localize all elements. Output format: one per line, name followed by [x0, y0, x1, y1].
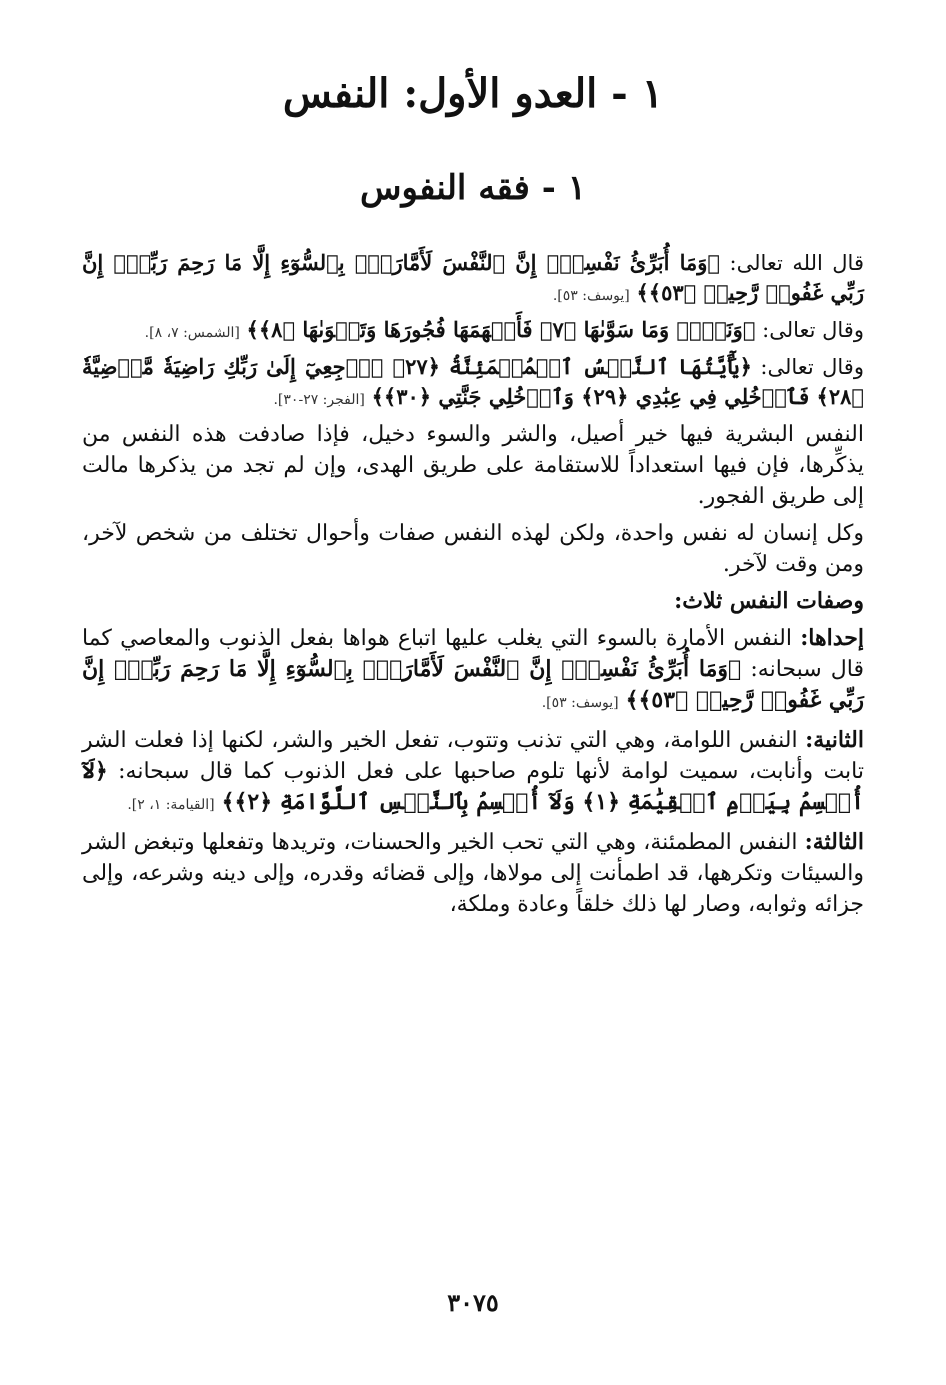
verse-reference: [الفجر: ٢٧-٣٠].	[273, 392, 365, 408]
paragraph-human-soul: النفس البشرية فيها خير أصيل، والشر والسوء دخيل، فإذا صادفت هذه النفس من يذكِّرها، فإن فيها استعداداً للاستقامة على طريق الهدى، وإن لم تجد من يذكرها مالت إلى طريق الفجور.	[82, 422, 864, 509]
verse-open-bracket: ﴿	[739, 354, 752, 379]
quran-verse: وَمَا أُبَرِّئُ نَفْسِيٓۚ إِنَّ ٱلنَّفْسَ لَأَمَّارَةُۢ بِٱلسُّوٓءِ إِلَّا مَا رَحِمَ رَبِّيٓۚ إِنَّ رَبِّي غَفُورٞ رَّحِيمٞ ﴿٥٣﴾	[82, 656, 864, 713]
attribute-item-1	[82, 623, 864, 719]
verse-block-3	[82, 352, 864, 415]
verse-intro: وقال تعالى:	[762, 318, 864, 342]
verse-open-bracket: ﴿	[742, 317, 756, 342]
page-number: ٣٠٧٥	[447, 1288, 499, 1317]
attribute-label: إحداها:	[800, 625, 864, 651]
body-text	[82, 248, 864, 926]
attributes-heading: وصفات النفس ثلاث:	[674, 588, 864, 614]
attribute-item-3	[82, 827, 864, 920]
verse-block-2	[82, 315, 864, 348]
verse-block-1	[82, 248, 864, 311]
attribute-text: النفس اللوامة، وهي التي تذنب وتتوب، تفعل الخير والشر، لكنها إذا فعلت الشر تابت وأنابت، سميت لوامة لأنها تلوم صاحبها على فعل الذنوب كما قال سبحانه:	[82, 728, 864, 784]
paragraph-soul-states: وكل إنسان له نفس واحدة، ولكن لهذه النفس صفات وأحوال تختلف من شخص لآخر، ومن وقت لآخر.	[82, 521, 864, 577]
verse-close-bracket: ﴾	[221, 789, 235, 815]
attribute-label: الثالثة:	[804, 829, 864, 855]
quran-verse: وَمَا أُبَرِّئُ نَفْسِيٓۚ إِنَّ ٱلنَّفْسَ لَأَمَّارَةُۢ بِٱلسُّوٓءِ إِلَّا مَا رَحِمَ رَبِّيٓۚ إِنَّ رَبِّي غَفُورٞ رَّحِيمٞ ﴿٥٣﴾	[82, 250, 864, 305]
attribute-text: النفس المطمئنة، وهي التي تحب الخير والحسنات، وتريدها وتفعلها وتبغض الشر والسيئات وتكرهها، قد اطمأنت إلى مولاها، وإلى قضائه وقدره، وإلى دينه وشرعه، وإلى جزائه وثوابه، وصار لها ذلك خلقاً وعادة وملكة،	[82, 830, 864, 917]
verse-open-bracket: ﴿	[728, 656, 742, 682]
verse-close-bracket: ﴾	[636, 280, 649, 305]
section-title: ١ - فقه النفوس	[360, 168, 586, 208]
quran-verse: وَنَفۡسٖ وَمَا سَوَّىٰهَا ﴿٧﴾ فَأَلۡهَمَهَا فُجُورَهَا وَتَقۡوَىٰهَا ﴿٨﴾	[258, 317, 743, 342]
verse-open-bracket: ﴿	[707, 250, 721, 275]
verse-close-bracket: ﴾	[371, 384, 384, 409]
verse-close-bracket: ﴾	[625, 687, 639, 713]
verse-reference: [يوسف: ٥٣].	[541, 695, 619, 711]
attribute-text: النفس الأمارة بالسوء التي يغلب عليها اتباع هواها بفعل الذنوب والمعاصي كما قال سبحانه:	[82, 626, 864, 682]
attribute-item-2	[82, 725, 864, 821]
verse-reference: [القيامة: ١، ٢].	[127, 797, 215, 813]
verse-reference: [الشمس: ٧، ٨].	[144, 325, 240, 341]
verse-intro: وقال تعالى:	[760, 355, 864, 379]
verse-reference: [يوسف: ٥٣].	[552, 288, 630, 304]
verse-close-bracket: ﴾	[246, 317, 259, 342]
attribute-label: الثانية:	[805, 727, 864, 753]
chapter-title: ١ - العدو الأول: النفس	[282, 70, 664, 117]
verse-open-bracket: ﴿	[94, 758, 108, 784]
verse-intro: قال الله تعالى:	[729, 251, 864, 275]
quran-verse: لَآ أُقۡسِمُ بِيَوۡمِ ٱلۡقِيَٰمَةِ ﴿١﴾ وَلَآ أُقۡسِمُ بِٱلنَّفۡسِ ٱللَّوَّامَةِ ﴿٢﴾	[82, 758, 864, 815]
quran-verse: يَٰٓأَيَّتُهَا ٱلنَّفۡسُ ٱلۡمُطۡمَئِنَّةُ ﴿٢٧﴾ ٱرۡجِعِيٓ إِلَىٰ رَبِّكِ رَاضِيَةٗ مَّرۡضِيَّةٗ ﴿٢٨﴾ فَٱدۡخُلِي فِي عِبَٰدِي ﴿٢٩﴾ وَٱدۡخُلِي جَنَّتِي ﴿٣٠﴾	[82, 354, 864, 409]
